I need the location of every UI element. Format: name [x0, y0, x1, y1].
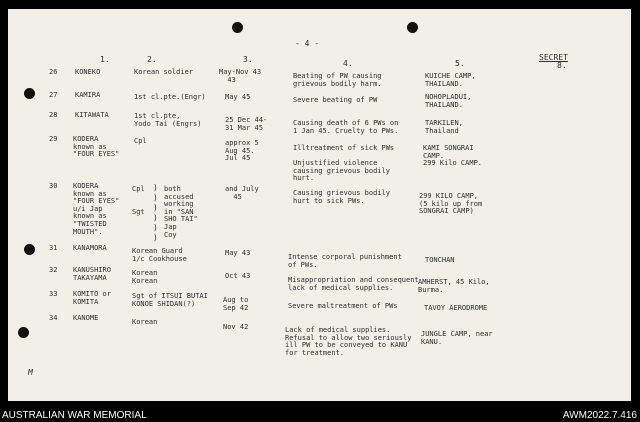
column-header-4: 4. [343, 59, 353, 68]
offence-date: and July 45 [225, 185, 259, 201]
offence-place: AMHERST, 45 Kilo, Burma. [418, 278, 490, 294]
handwritten-mark: M [28, 368, 33, 377]
offence-description: Causing grievous bodily hurt to sick PWs. [293, 189, 390, 205]
column-header-5: 5. [455, 59, 465, 68]
offence-description: Severe beating of PW [293, 96, 378, 104]
offence-description: Misappropriation and consequent lack of medical supplies. [288, 276, 419, 292]
column-header-3: 3. [243, 55, 253, 64]
accused-rank: Cpl Sgt [132, 185, 145, 216]
footer-accession-number: AWM2022.7.416 [562, 410, 637, 421]
offence-date: Aug to Sep 42 [223, 296, 249, 312]
row-number: 33 [49, 290, 58, 298]
accused-name: KONEKO [75, 68, 101, 76]
punch-hole [24, 244, 35, 255]
offence-description: Illtreatment of sick PWs Unjustified violence causing grievous bodily hurt. [293, 144, 395, 183]
row-number: 32 [49, 266, 58, 274]
accused-rank: Cpl [134, 137, 147, 145]
accused-rank: Korean Guard 1/c Cookhouse [132, 247, 187, 263]
page-number: - 4 - [295, 39, 320, 48]
bracket: ) ) ) ) ) ) [153, 183, 158, 242]
accused-rank-note: both accused working in "SAN SHO TAI" Jap Coy [164, 185, 198, 239]
punch-hole [232, 22, 243, 33]
accused-name: KAMIRA [75, 91, 101, 99]
offence-place: NOHOPLADUI, THAILAND. [425, 93, 472, 109]
offence-description: Severe maltreatment of PWs [288, 302, 398, 310]
row-number: 26 [49, 68, 58, 76]
column-header-2: 2. [147, 55, 157, 64]
row-number: 27 [49, 91, 58, 99]
accused-rank: 1st cl.pte, Yodo Tai (Engrs) [134, 112, 202, 128]
offence-place: KUICHE CAMP, THAILAND. [425, 72, 476, 88]
punch-hole [407, 22, 418, 33]
offence-date: May-Nov 43 43 [219, 68, 262, 84]
row-number: 29 [49, 135, 58, 143]
offence-place: TONCHAN [425, 256, 455, 264]
offence-place: TARKILEN, Thailand [425, 119, 463, 135]
accused-rank: 1st cl.pte.(Engr) [134, 93, 206, 101]
offence-description: Causing death of 6 PWs on 1 Jan 45. Cruelty to PWs. [293, 119, 399, 135]
row-number: 28 [49, 111, 58, 119]
footer-source: AUSTRALIAN WAR MEMORIAL [2, 410, 147, 421]
secret-number: 8. [557, 61, 567, 70]
accused-name: KANOME [73, 314, 99, 322]
offence-date: approx 5 Aug 45. Jul 45 [225, 139, 259, 163]
offence-description: Lack of medical supplies. Refusal to allow two seriously ill PW to be conveyed to KANU for treatment. [285, 326, 412, 357]
accused-name: KODERA known as "FOUR EYES" u/i Jap known as "TWISTED MOUTH". [73, 182, 120, 236]
document-page [8, 9, 631, 401]
punch-hole [24, 88, 35, 99]
accused-rank: Korean soldier [134, 68, 194, 76]
offence-description: Beating of PW causing grievous bodily harm. [293, 72, 382, 88]
offence-place: TAVOY AERODROME [424, 304, 488, 312]
punch-hole [18, 327, 29, 338]
accused-name: KOMITO or KOMITA [73, 290, 111, 306]
offence-place: 299 KILO CAMP, (5 kilo up from SONGRAI CAMP) [419, 192, 483, 216]
offence-date: May 43 [225, 249, 251, 257]
row-number: 34 [49, 314, 58, 322]
offence-date: May 45 [225, 93, 251, 101]
offence-date: 25 Dec 44- 31 Mar 45 [225, 116, 268, 132]
accused-name: KANAMORA [73, 244, 107, 252]
secret-label: SECRET [539, 53, 568, 62]
accused-rank: Sgt of ITSUI BUTAI KONOE SHIDAN(?) [132, 292, 208, 308]
accused-name: KANUSHIRO TAKAYAMA [73, 266, 111, 282]
column-header-1: 1. [100, 55, 110, 64]
offence-date: Oct 43 [225, 272, 251, 280]
offence-place: KAMI SONGRAI CAMP. 299 Kilo CAMP. [423, 144, 483, 168]
accused-rank: Korean [132, 318, 158, 326]
offence-description: Intense corporal punishment of PWs. [288, 253, 402, 269]
row-number: 31 [49, 244, 58, 252]
accused-rank: Korean Korean [132, 269, 158, 285]
accused-name: KODERA known as "FOUR EYES" [73, 135, 120, 159]
row-number: 30 [49, 182, 58, 190]
accused-name: KITAWATA [75, 111, 109, 119]
offence-place: JUNGLE CAMP, near KANU. [421, 330, 493, 346]
offence-date: Nov 42 [223, 323, 249, 331]
